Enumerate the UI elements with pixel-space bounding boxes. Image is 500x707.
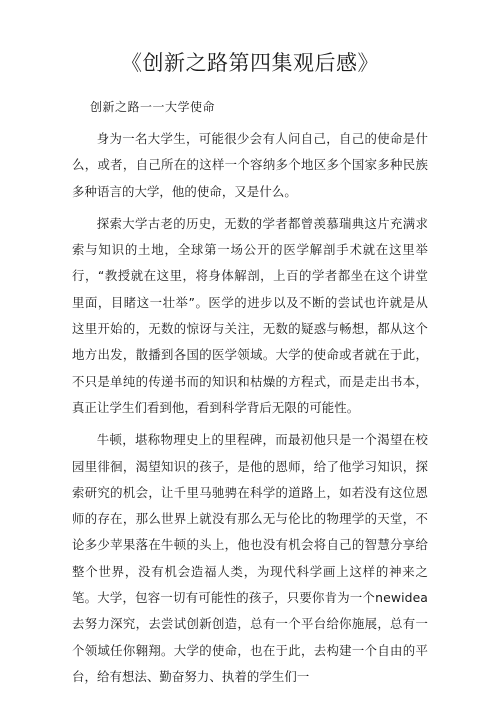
paragraph-intro: 身为一名大学生，可能很少会有人问自己，自己的使命是什么，或者，自己所在的这样一个容纳多个地区多个国家多种民族多种语言的大学，他的使命，又是什么。 bbox=[72, 131, 428, 199]
paragraph-history: 探索大学古老的历史，无数的学者都曾羡慕瑞典这片充满求索与知识的土地，全球第一场公开的医学解剖手术就在这里举行，“教授就在这里，将身体解剖，上百的学者都坐在这个讲堂里面，目睹这一壮举”。医学的进步以及不断的尝试也许就是从这里开始的，无数的惊讶与关注，无数的疑惑与畅想，都从这个地方出发，散播到各国的医学领域。大学的使命或者就在于此，不只是单纯的传递书而的知识和枯燥的方程式，而是走出书本，真正让学生们看到他，看到科学背后无限的可能性。 bbox=[72, 215, 428, 415]
document-subtitle: 创新之路一一大学使命 bbox=[90, 100, 216, 114]
paragraph-newton: 牛顿，堪称物理史上的里程碑，而最初他只是一个渴望在校园里徘徊，渴望知识的孩子，是他的恩师，给了他学习知识，探索研究的机会，让千里马驰骋在科学的道路上，如若没有这位恩师的存在，那么世界上就没有那么无与伦比的物理学的天堂，不论多少苹果落在牛顿的头上，他也没有机会将自己的智慧分享给整个世界，没有机会造福人类，为现代科学画上这样的神来之笔。大学，包容一切有可能性的孩子，只要你肯为一个newidea去努力深究，去尝试创新创造，总有一个平台给你施展，总有一个领域任你翱翔。大学的使命，也在于此，去构建一个自由的平台，给有想法、勤奋努力、执着的学生们一 bbox=[72, 432, 428, 684]
document-title: 《创新之路第四集观后感》 bbox=[121, 51, 379, 75]
